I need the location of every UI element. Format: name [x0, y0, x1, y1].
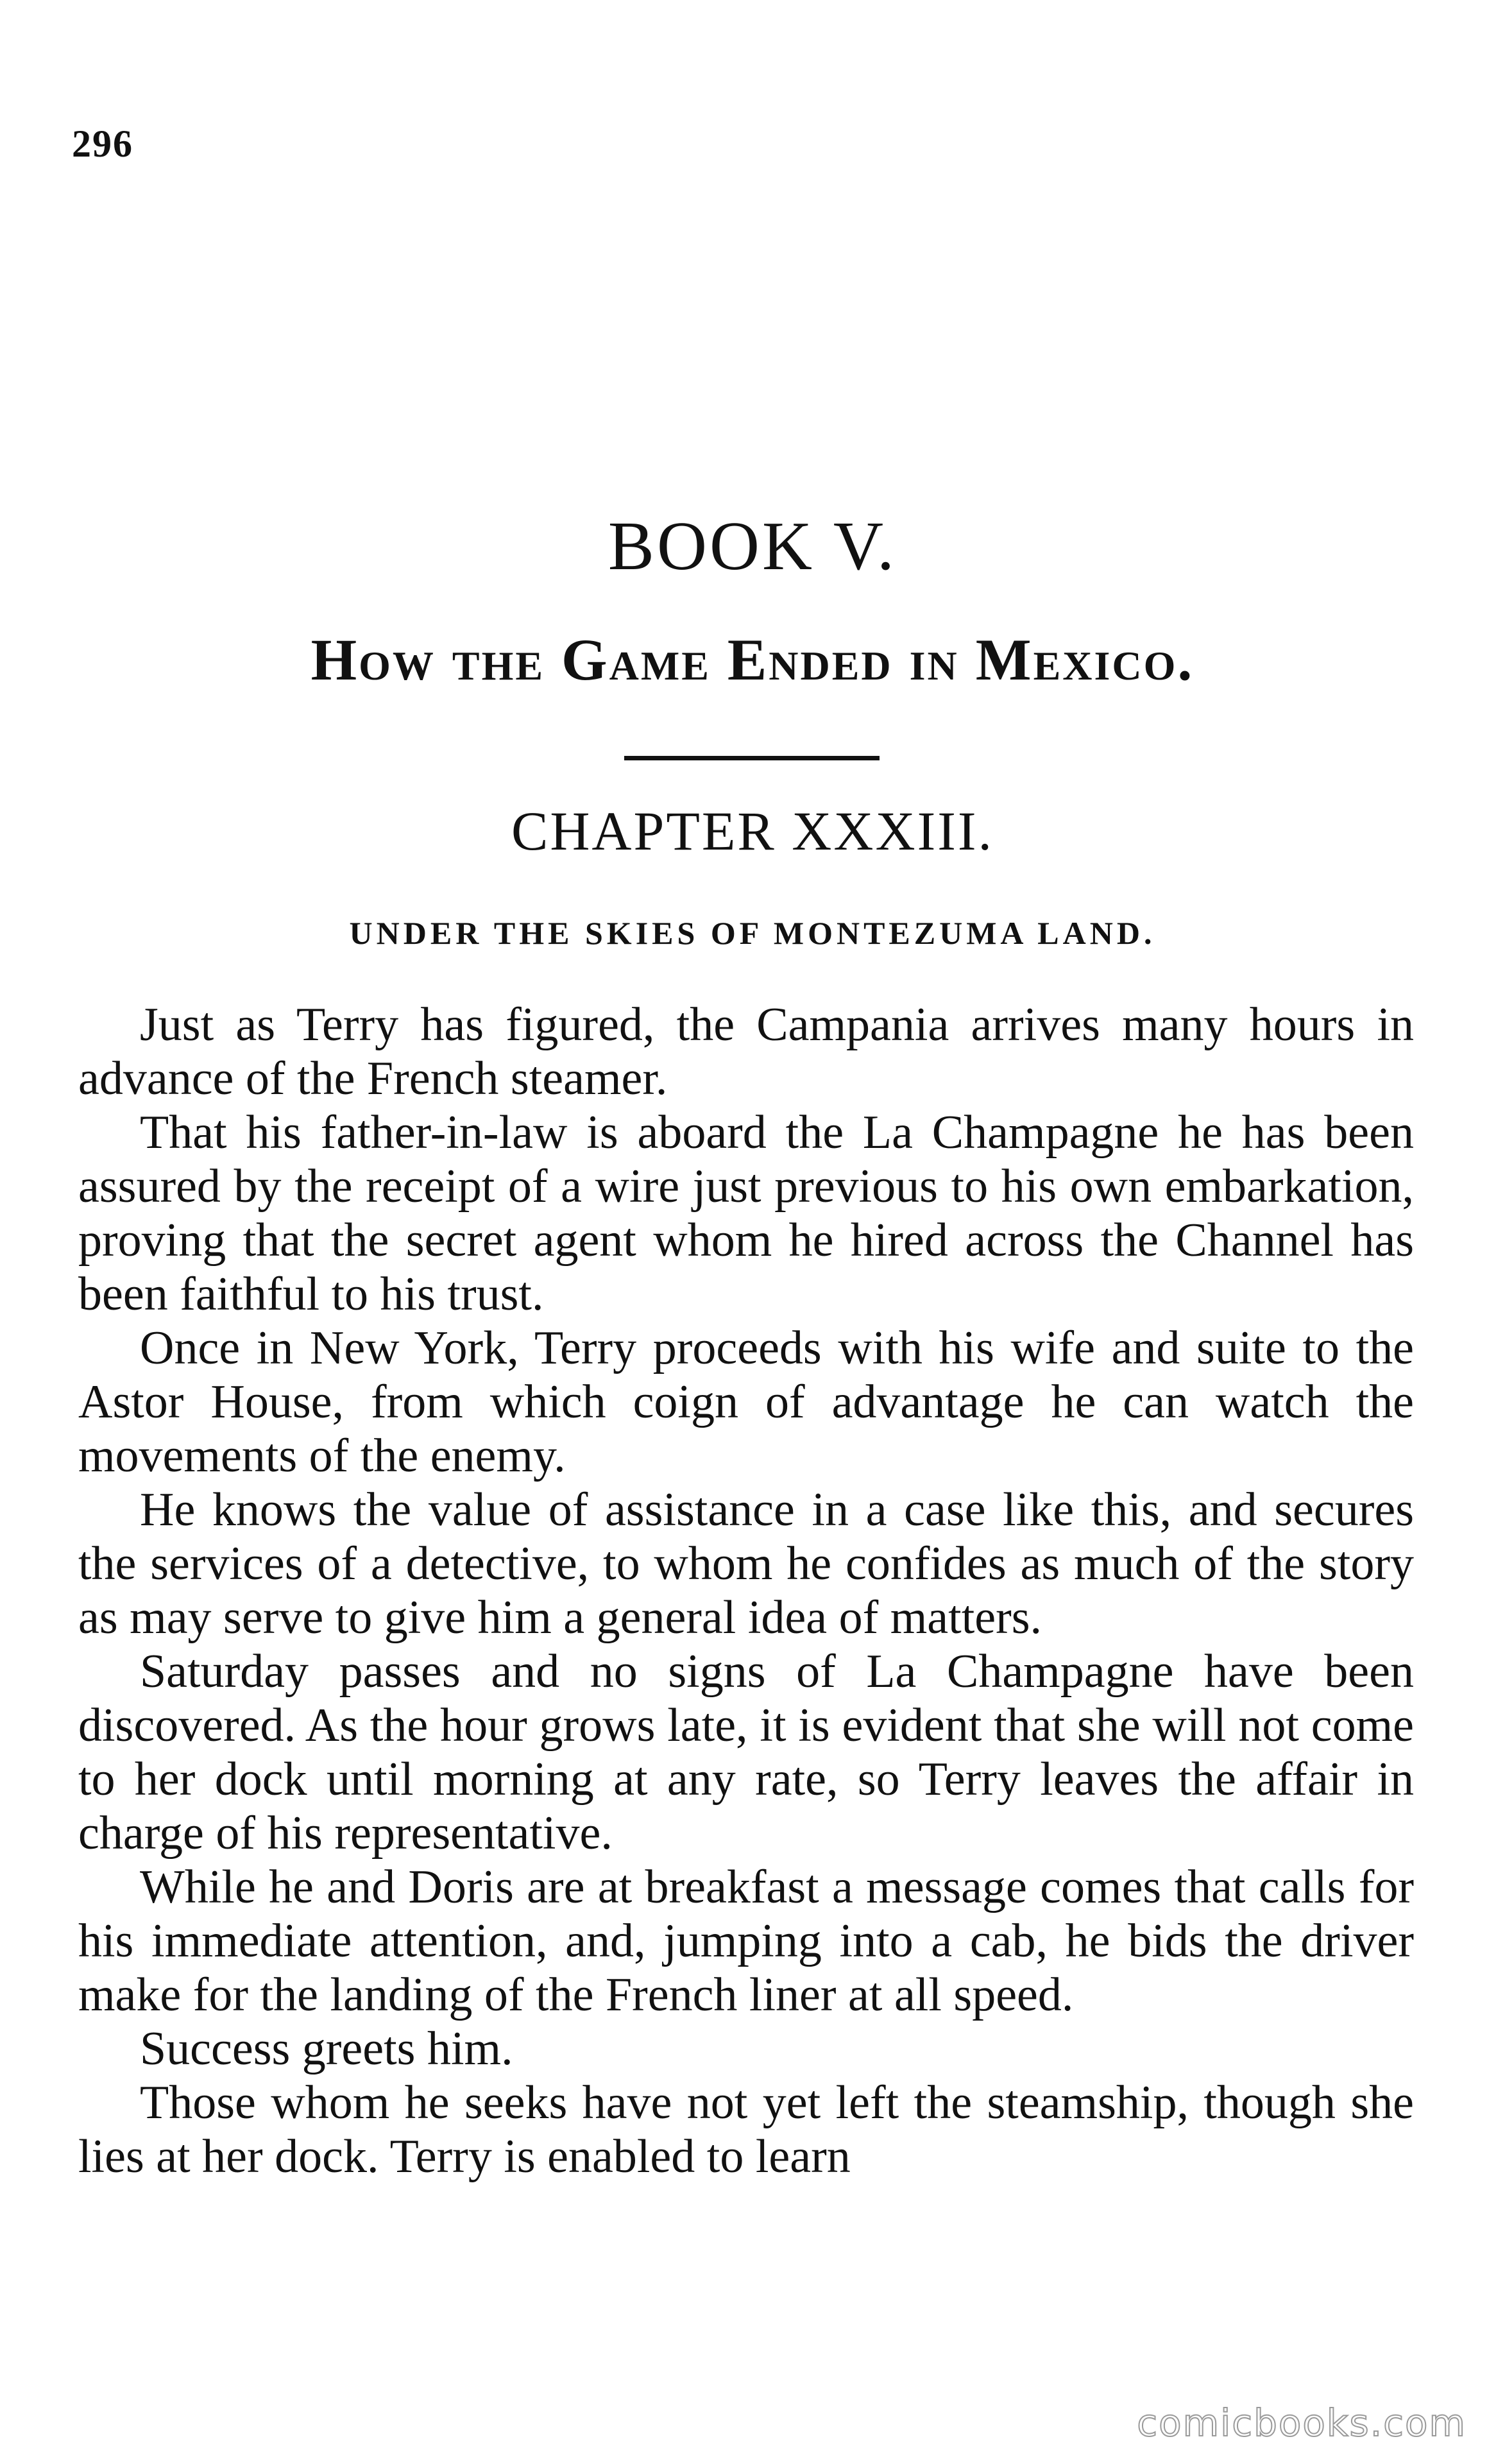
paragraph: Success greets him.: [140, 2023, 513, 2075]
paragraph: Saturday passes and no signs of La Champagne have been discovered. As the hour grows late, it is evident that she will not come to her dock until morning at any rate, so Terry leaves the affair in charge of his representative.: [78, 1645, 1414, 1860]
page-number: 296: [72, 123, 133, 165]
chapter-subtitle: UNDER THE SKIES OF MONTEZUMA LAND.: [349, 915, 1156, 951]
book-title: BOOK V.: [608, 508, 897, 585]
book-subtitle: How the Game Ended in Mexico.: [310, 627, 1195, 692]
body-text: [78, 998, 1414, 2184]
paragraph: While he and Doris are at breakfast a message comes that calls for his immediate attention, and, jumping into a cab, he bids the driver make for the landing of the French liner at all speed.: [78, 1861, 1414, 2021]
paragraph: He knows the value of assistance in a case like this, and secures the services of a detective, to whom he confides as much of the story as may serve to give him a general idea of matters.: [78, 1484, 1414, 1644]
chapter-title: CHAPTER XXXIII.: [511, 800, 994, 862]
watermark: comicbooks.com: [1137, 2401, 1467, 2445]
divider-rule: [624, 756, 880, 760]
paragraph: That his father-in-law is aboard the La Champagne he has been assured by the receipt of a wire just previous to his own embarkation, proving that the secret agent whom he hired across the Channel has been faithful to his trust.: [78, 1106, 1414, 1321]
paragraph: Once in New York, Terry proceeds with his wife and suite to the Astor House, from which coign of advantage he can watch the movements of the enemy.: [78, 1322, 1414, 1482]
paragraph: Those whom he seeks have not yet left the steamship, though she lies at her dock. Terry is enabled to learn: [78, 2076, 1414, 2183]
paragraph: Just as Terry has figured, the Campania arrives many hours in advance of the French steamer.: [78, 998, 1414, 1105]
